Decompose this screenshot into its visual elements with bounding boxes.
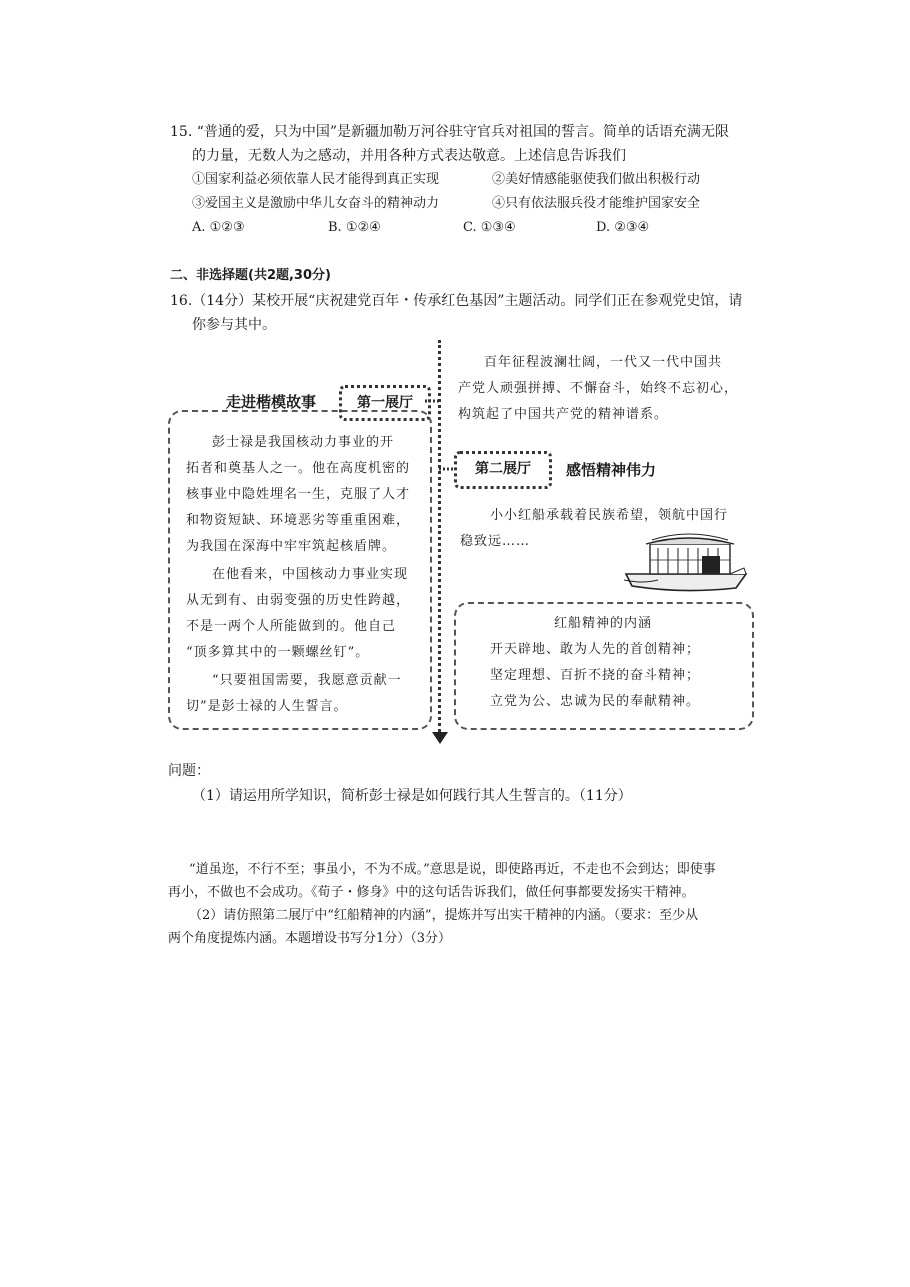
story-line: 在他看来，中国核动力事业实现	[212, 567, 409, 582]
q15-statement-3: ③爱国主义是激励中华儿女奋斗的精神动力	[192, 196, 440, 211]
q15-statement-4: ④只有依法服兵役才能维护国家安全	[492, 196, 701, 211]
story-line: 从无到有、由弱变强的历史性跨越，	[186, 593, 411, 608]
story-line: 核事业中隐姓埋名一生，克服了人才	[186, 487, 411, 502]
intro-line: 产党人顽强拼搏、不懈奋斗，始终不忘初心，	[458, 381, 739, 396]
hall2-desc-line: 稳致远……	[460, 534, 531, 549]
red-boat-spirit-item: 立党为公、忠诚为民的奉献精神。	[490, 694, 701, 709]
red-boat-spirit-item: 开天辟地、敢为人先的首创精神；	[490, 642, 701, 657]
hall1-story-p2	[186, 562, 418, 666]
hall1-connector	[425, 398, 439, 404]
hall1-tag: 第一展厅	[339, 385, 431, 421]
red-boat-illustration	[622, 530, 752, 596]
quote-line1: “道虽迩，不行不至；事虽小，不为不成。”意思是说，即使路再近，不走也不会到达；即使事	[189, 862, 716, 877]
hall2-title: 感悟精神伟力	[566, 461, 657, 479]
q15-option-a: A. ①②③	[192, 220, 245, 235]
arrow-down-icon	[430, 730, 450, 746]
q15-option-b: B. ①②④	[328, 220, 381, 235]
red-boat-spirit-title: 红船精神的内涵	[553, 616, 652, 631]
hall2-desc-line: 小小红船承载着民族希望，领航中国行	[490, 508, 729, 523]
q16-stem-line2: 你参与其中。	[192, 317, 276, 333]
story-line: 拓者和奠基人之一。他在高度机密的	[186, 461, 411, 476]
q15-option-d: D. ②③④	[596, 220, 650, 235]
red-boat-spirit	[468, 611, 738, 715]
story-line: 切”是彭士禄的人生誓言。	[186, 699, 348, 714]
question-2-line1: （2）请仿照第二展厅中“红船精神的内涵”，提炼并写出实干精神的内涵。（要求：至少从	[189, 908, 699, 923]
quote-line2: 再小，不做也不会成功。《荀子・修身》中的这句话告诉我们，做任何事都要发扬实干精神。	[168, 885, 695, 900]
q15-statement-2: ②美好情感能驱使我们做出积极行动	[492, 172, 701, 187]
hall2-connector	[439, 466, 455, 472]
story-line: 不是一两个人所能做到的。他自己	[186, 619, 397, 634]
hall1-story-p1	[186, 430, 418, 560]
q16-stem-line1: 16.（14分）某校开展“庆祝建党百年・传承红色基因”主题活动。同学们正在参观党史馆，请	[170, 293, 743, 309]
hall1-story	[186, 430, 418, 720]
story-line: “顶多算其中的一颗螺丝钉”。	[186, 645, 370, 660]
red-boat-spirit-item: 坚定理想、百折不挠的奋斗精神；	[490, 668, 701, 683]
questions-label: 问题：	[168, 763, 210, 779]
story-line: 彭士禄是我国核动力事业的开	[212, 435, 395, 450]
intro-line: 百年征程波澜壮阔，一代又一代中国共	[484, 355, 723, 370]
section-heading: 二、非选择题(共2题,30分)	[170, 268, 331, 283]
question-2-line2: 两个角度提炼内涵。本题增设书写分1分）（3分）	[168, 931, 452, 946]
q15-stem-line2: 的力量，无数人为之感动，并用各种方式表达敬意。上述信息告诉我们	[192, 148, 626, 164]
q15-option-c: C. ①③④	[463, 220, 516, 235]
story-line: 为我国在深海中牢牢筑起核盾牌。	[186, 539, 397, 554]
story-line: “只要祖国需要，我愿意贡献一	[212, 673, 402, 688]
question-1: （1）请运用所学知识，简析彭士禄是如何践行其人生誓言的。（11分）	[192, 788, 632, 804]
intro-paragraph	[458, 350, 758, 428]
intro-line: 构筑起了中国共产党的精神谱系。	[458, 407, 669, 422]
hall1-story-p3	[186, 668, 418, 720]
q15-statement-1: ①国家利益必须依靠人民才能得到真正实现	[192, 172, 440, 187]
story-line: 和物资短缺、环境恶劣等重重困难，	[186, 513, 411, 528]
hall1-title: 走进楷模故事	[226, 393, 317, 411]
hall2-tag: 第二展厅	[454, 451, 552, 489]
q15-stem-line1: 15. “普通的爱，只为中国”是新疆加勒万河谷驻守官兵对祖国的誓言。简单的话语充满无限	[170, 124, 730, 140]
